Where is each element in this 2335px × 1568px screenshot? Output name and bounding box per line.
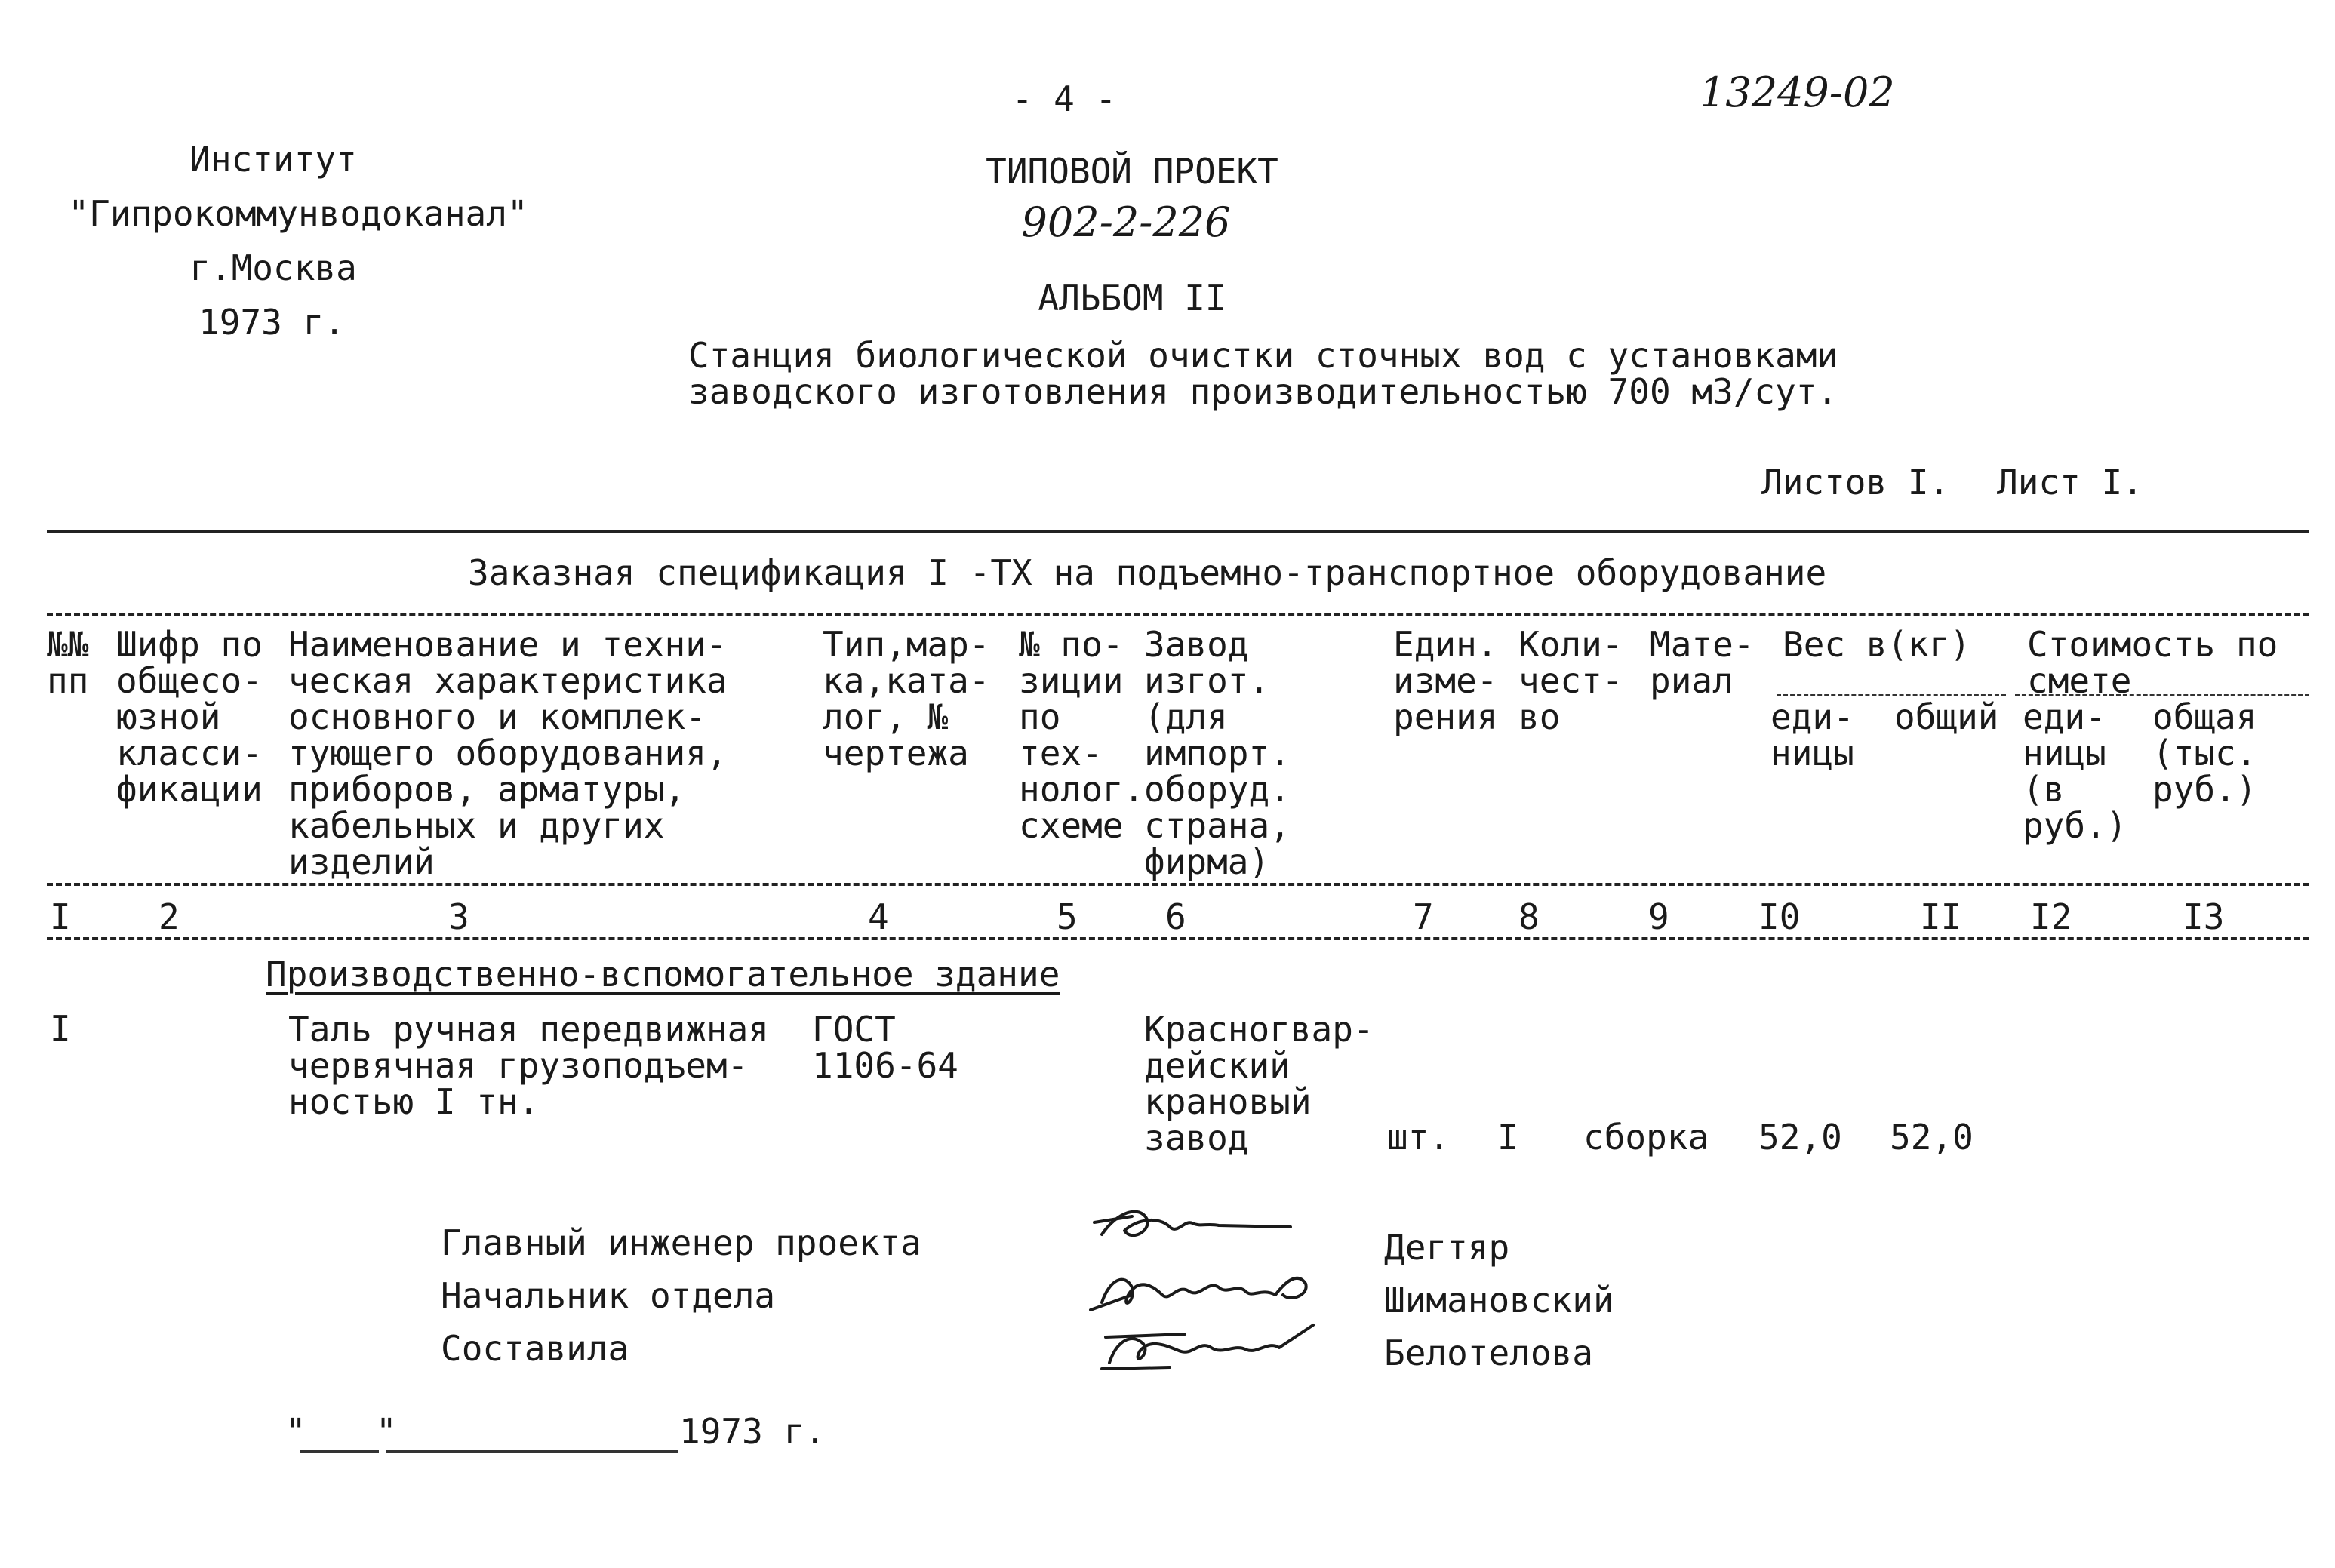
name-degtyar: Дегтяр — [1384, 1227, 1510, 1268]
page-number: - 4 - — [1011, 78, 1117, 119]
column-numbers-rule — [47, 937, 2309, 940]
table-title-rule — [47, 613, 2309, 616]
sheet-number: Лист I. — [1997, 462, 2143, 503]
name-belotelova: Белотелова — [1384, 1333, 1593, 1373]
col-number: I0 — [1758, 896, 1801, 937]
institute-year: 1973 г. — [198, 302, 345, 343]
col-header-cost-unit: еди- ницы (в руб.) — [2023, 696, 2127, 846]
col-header-cost-total: общая (тыс. руб.) — [2152, 696, 2257, 810]
col-number: 4 — [868, 896, 889, 937]
signature-degtyar — [1102, 1212, 1291, 1236]
col-number: I2 — [2030, 896, 2072, 937]
col-header-name: Наименование и техни- ческая характеристика основного и комплек- тующего оборудования, приборов, арматуры, кабельных и других изделий — [288, 624, 728, 882]
col-header-unit: Един. изме- рения — [1393, 624, 1498, 737]
header-bottom-rule — [47, 883, 2309, 886]
col-header-type: Тип,мар- ка,ката- лог, № чертежа — [823, 624, 990, 773]
row-weight-total: 52,0 — [1890, 1117, 1974, 1158]
section-title: Производственно-вспомогательное здание — [266, 954, 1060, 995]
description-line-1: Станция биологической очистки сточных вод с установками — [688, 335, 1838, 376]
role-chief-engineer: Главный инженер проекта — [441, 1222, 921, 1263]
row-material: сборка — [1583, 1117, 1709, 1158]
role-department-head: Начальник отдела — [441, 1275, 776, 1316]
table-title: Заказная спецификация I -ТХ на подъемно-транспортное оборудование — [468, 552, 1827, 593]
col-number: 5 — [1057, 896, 1078, 937]
project-number: 902-2-226 — [1021, 198, 1231, 246]
row-factory: Красногвар- дейский крановый завод — [1144, 1009, 1374, 1158]
date-quote-close: " — [376, 1411, 397, 1452]
name-shimanovsky: Шимановский — [1384, 1280, 1614, 1321]
row-name: Таль ручная передвижная червячная грузоподъем- ностью I тн. — [288, 1009, 769, 1122]
row-type: ГОСТ 1106-64 — [812, 1009, 958, 1086]
row-number: I — [50, 1008, 71, 1049]
col-number: II — [1920, 896, 1962, 937]
col-number: 9 — [1648, 896, 1669, 937]
col-number: I — [50, 896, 71, 937]
date-day-blank — [300, 1450, 379, 1453]
col-number: 3 — [448, 896, 469, 937]
date-quote-open: " — [285, 1411, 306, 1452]
album-title: АЛЬБОМ II — [1038, 278, 1226, 318]
institute-name: "Гипрокоммунводоканал" — [68, 193, 528, 234]
col-header-qty: Коли- чест- во — [1518, 624, 1623, 737]
table-top-rule — [47, 530, 2309, 533]
project-type: ТИПОВОЙ ПРОЕКТ — [986, 151, 1278, 192]
description-line-2: заводского изготовления производительностью 700 м3/сут. — [688, 371, 1838, 412]
institute-city: г.Москва — [189, 247, 357, 288]
document-number: 13249-02 — [1700, 69, 1895, 116]
role-compiler: Составила — [441, 1328, 629, 1369]
col-header-weight-unit: еди- ницы — [1770, 696, 1854, 773]
col-number: 2 — [158, 896, 180, 937]
col-header-position: № по- зиции по тех- нолог. схеме — [1019, 624, 1145, 846]
col-header-weight-total: общий — [1894, 696, 1999, 737]
institute-label: Институт — [189, 139, 357, 180]
col-number: 7 — [1413, 896, 1434, 937]
date-year: 1973 г. — [679, 1411, 826, 1452]
row-qty: I — [1497, 1117, 1518, 1158]
col-number: 8 — [1518, 896, 1540, 937]
signature-shimanovsky — [1102, 1278, 1306, 1303]
col-number: I3 — [2183, 896, 2225, 937]
col-header-code: Шифр по общесо- юзной класси- фикации — [116, 624, 263, 810]
row-unit: шт. — [1387, 1117, 1451, 1158]
row-weight-unit: 52,0 — [1758, 1117, 1842, 1158]
date-month-blank — [386, 1450, 678, 1453]
signature-belotelova — [1109, 1325, 1313, 1363]
col-header-material: Мате- риал — [1650, 624, 1755, 701]
col-header-num: №№ пп — [47, 624, 89, 701]
sheets-count: Листов I. — [1761, 462, 1950, 503]
col-header-weight: Вес в(кг) — [1783, 624, 1971, 665]
handwritten-signatures — [1087, 1189, 1328, 1378]
col-header-cost: Стоимость по смете — [2027, 624, 2278, 701]
col-header-factory: Завод изгот. (для импорт. оборуд. страна, фирма) — [1144, 624, 1291, 882]
col-number: 6 — [1165, 896, 1186, 937]
